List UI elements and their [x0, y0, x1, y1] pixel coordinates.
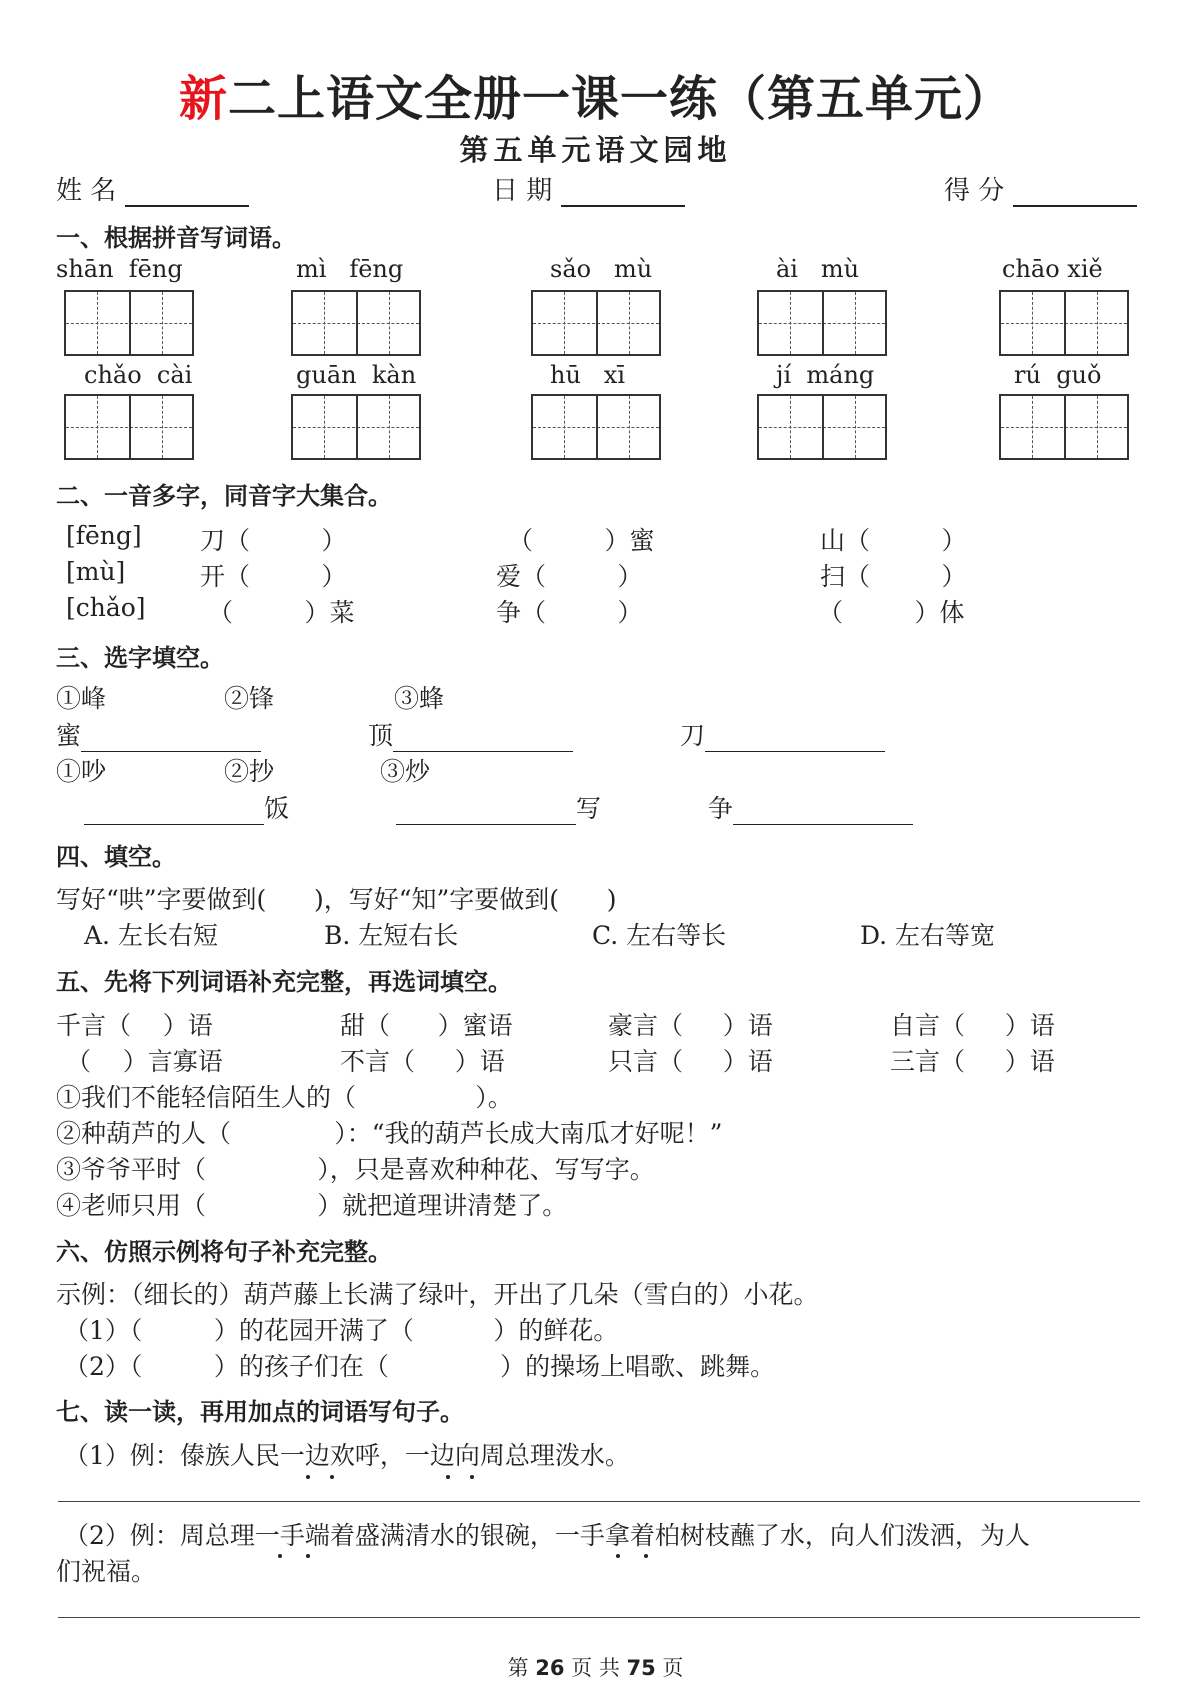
fill-item[interactable]: （ ）体	[818, 598, 965, 627]
fill-sentence[interactable]: （2）（ ）的孩子们在（ ）的操场上唱歌、跳舞。	[64, 1352, 776, 1381]
option-c: C. 左右等长	[592, 921, 727, 950]
name-field	[56, 170, 249, 207]
fill-word[interactable]	[396, 789, 601, 825]
idiom-item[interactable]: 豪言（ ）语	[608, 1011, 773, 1040]
score-field	[944, 170, 1137, 207]
pinyin-label: hū xī	[550, 361, 626, 389]
fill-item[interactable]: 开（ ）	[200, 562, 347, 591]
fill-item[interactable]: 山（ ）	[820, 526, 967, 555]
writing-grid[interactable]	[531, 394, 661, 460]
pinyin-label: jí máng	[776, 361, 875, 389]
fill-word[interactable]	[56, 716, 261, 752]
word-char: 争	[708, 794, 734, 823]
emphasis-dot	[644, 1554, 648, 1558]
choice-option: ②抄	[224, 757, 275, 786]
answer-blank[interactable]	[81, 727, 261, 752]
emphasis-dot	[306, 1475, 310, 1479]
page-subtitle: 第五单元语文园地	[459, 133, 732, 167]
section6-heading: 六、仿照示例将句子补充完整。	[56, 1238, 392, 1266]
pinyin-bracket: [chǎo]	[66, 593, 146, 622]
section5-heading: 五、先将下列词语补充完整，再选词填空。	[56, 968, 512, 996]
word-char: 写	[576, 794, 602, 823]
section1-heading: 一、根据拼音写词语。	[56, 224, 296, 252]
idiom-item[interactable]: 只言（ ）语	[608, 1047, 773, 1076]
pinyin-label: mì fēng	[296, 255, 404, 283]
answer-line[interactable]	[58, 1617, 1140, 1618]
pinyin-label: ài mù	[776, 255, 860, 283]
idiom-item[interactable]: 千言（ ）语	[56, 1011, 213, 1040]
word-char: 刀	[680, 721, 706, 750]
idiom-item[interactable]: 自言（ ）语	[890, 1011, 1055, 1040]
writing-grid[interactable]	[999, 290, 1129, 356]
answer-blank[interactable]	[393, 727, 573, 752]
name-label: 姓 名	[56, 176, 117, 206]
fill-item[interactable]: （ ）蜜	[508, 526, 655, 555]
fill-word[interactable]	[368, 716, 573, 752]
answer-line[interactable]	[58, 1501, 1140, 1502]
idiom-item[interactable]: 不言（ ）语	[340, 1047, 505, 1076]
choice-option: ①吵	[56, 757, 107, 786]
section4-heading: 四、填空。	[56, 843, 176, 871]
fill-question[interactable]: 写好“哄”字要做到( )，写好“知”字要做到( )	[56, 885, 617, 914]
writing-grid[interactable]	[64, 290, 194, 356]
pinyin-label: chāo xiě	[1002, 255, 1103, 283]
name-blank[interactable]	[125, 179, 249, 207]
idiom-item[interactable]: （ ）言寡语	[66, 1047, 223, 1076]
fill-word[interactable]	[708, 789, 913, 825]
pinyin-label: guān kàn	[296, 361, 417, 389]
fill-item[interactable]: （ ）菜	[208, 598, 355, 627]
footer-pre: 第	[507, 1656, 536, 1680]
fill-sentence[interactable]: ②种葫芦的人（ ）：“我的葫芦长成大南瓜才好呢！”	[56, 1119, 723, 1148]
answer-blank[interactable]	[84, 800, 264, 825]
writing-grid[interactable]	[291, 394, 421, 460]
example-sentence-cont: 们祝福。	[56, 1557, 157, 1586]
emphasis-dot	[278, 1554, 282, 1558]
example-sentence: （2）例：周总理一手端着盛满清水的银碗，一手拿着柏树枝蘸了水，向人们泼洒，为人	[64, 1521, 1030, 1550]
footer-mid: 页 共	[564, 1656, 627, 1680]
fill-item[interactable]: 刀（ ）	[200, 526, 347, 555]
idiom-item[interactable]: 三言（ ）语	[890, 1047, 1055, 1076]
choice-option: ②锋	[224, 684, 275, 713]
emphasis-dot	[446, 1475, 450, 1479]
date-blank[interactable]	[561, 179, 685, 207]
pinyin-bracket: [fēng]	[66, 521, 142, 550]
title-text: 二上语文全册一课一练（第五单元）	[228, 71, 1013, 127]
word-char: 顶	[368, 721, 394, 750]
fill-item[interactable]: 争（ ）	[496, 598, 643, 627]
writing-grid[interactable]	[291, 290, 421, 356]
pinyin-label: sǎo mù	[550, 255, 653, 283]
option-b: B. 左短右长	[324, 921, 459, 950]
writing-grid[interactable]	[999, 394, 1129, 460]
writing-grid[interactable]	[531, 290, 661, 356]
pinyin-label: shān fēng	[56, 255, 183, 283]
current-page: 26	[535, 1656, 565, 1680]
page-number	[0, 1652, 1191, 1682]
answer-blank[interactable]	[705, 727, 885, 752]
choice-option: ①峰	[56, 684, 107, 713]
writing-grid[interactable]	[757, 290, 887, 356]
writing-grid[interactable]	[64, 394, 194, 460]
fill-sentence[interactable]: ③爷爷平时（ ），只是喜欢种种花、写写字。	[56, 1155, 655, 1184]
fill-sentence[interactable]: ①我们不能轻信陌生人的（ ）。	[56, 1083, 513, 1112]
pinyin-label: rú guǒ	[1014, 361, 1102, 389]
example-sentence: 示例：（细长的）葫芦藤上长满了绿叶，开出了几朵（雪白的）小花。	[56, 1280, 819, 1309]
choice-option: ③蜂	[394, 684, 445, 713]
idiom-item[interactable]: 甜（ ）蜜语	[340, 1011, 513, 1040]
emphasis-dot	[470, 1475, 474, 1479]
emphasis-dot	[616, 1554, 620, 1558]
date-label: 日 期	[492, 176, 553, 206]
emphasis-dot	[330, 1475, 334, 1479]
answer-blank[interactable]	[396, 800, 576, 825]
word-char: 蜜	[56, 721, 82, 750]
title-highlight: 新	[178, 71, 228, 127]
fill-word[interactable]	[84, 789, 289, 825]
emphasis-dot	[306, 1554, 310, 1558]
choice-option: ③炒	[380, 757, 431, 786]
section7-heading: 七、读一读，再用加点的词语写句子。	[56, 1398, 464, 1426]
word-char: 饭	[264, 794, 290, 823]
total-pages: 75	[626, 1656, 656, 1680]
option-a: A. 左长右短	[84, 921, 218, 950]
fill-sentence[interactable]: ④老师只用（ ）就把道理讲清楚了。	[56, 1191, 568, 1220]
footer-post: 页	[655, 1656, 684, 1680]
date-field	[492, 170, 685, 207]
score-blank[interactable]	[1013, 179, 1137, 207]
fill-sentence[interactable]: （1）（ ）的花园开满了（ ）的鲜花。	[64, 1316, 619, 1345]
fill-item[interactable]: 爱（ ）	[496, 562, 643, 591]
answer-blank[interactable]	[733, 800, 913, 825]
section2-heading: 二、一音多字，同音字大集合。	[56, 482, 392, 510]
option-d: D. 左右等宽	[860, 921, 996, 950]
score-label: 得 分	[944, 176, 1005, 206]
example-sentence: （1）例：傣族人民一边欢呼，一边向周总理泼水。	[64, 1441, 630, 1470]
fill-word[interactable]	[680, 716, 885, 752]
section3-heading: 三、选字填空。	[56, 644, 224, 672]
fill-item[interactable]: 扫（ ）	[820, 562, 967, 591]
page-title	[0, 60, 1191, 129]
pinyin-label: chǎo cài	[84, 361, 193, 389]
writing-grid[interactable]	[757, 394, 887, 460]
pinyin-bracket: [mù]	[66, 557, 126, 586]
